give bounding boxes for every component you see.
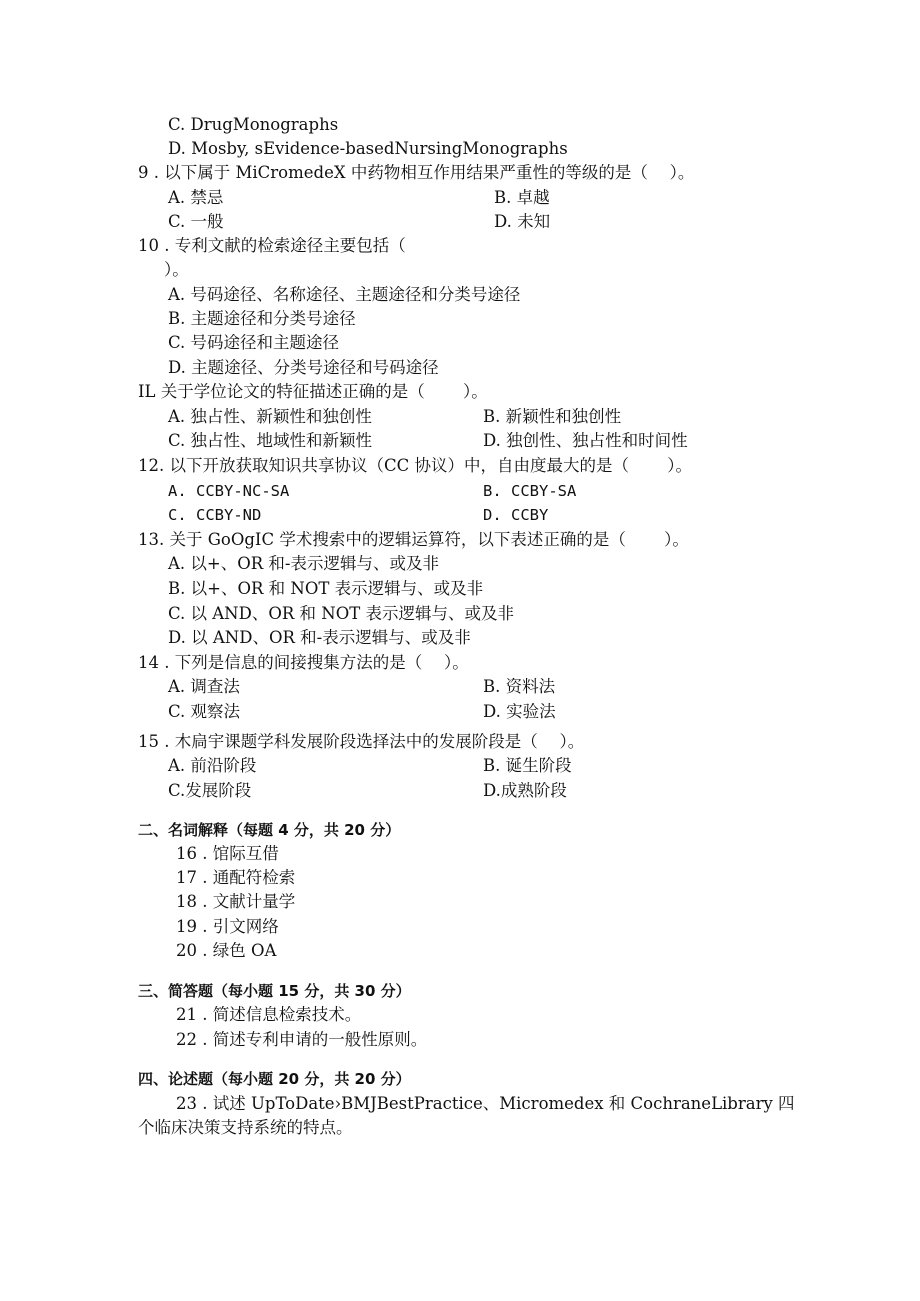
q9-option-b: B. 卓越 — [494, 188, 550, 207]
q12-stem: 12. 以下开放获取知识共享协议（CC 协议）中，自由度最大的是（ ）。 — [138, 456, 692, 475]
section4-item-23-cont: 个临床决策支持系统的特点。 — [138, 1118, 353, 1137]
q11-option-b: B. 新颖性和独创性 — [483, 407, 622, 426]
q10-stem-cont: ）。 — [164, 260, 189, 279]
q13-option-b: B. 以+、OR 和 NOT 表示逻辑与、或及非 — [168, 579, 484, 598]
q12-option-b: B. CCBY-SA — [483, 482, 577, 500]
q12-option-c: C. CCBY-ND — [168, 506, 262, 524]
q8-option-d: D. Mosby, sEvidence-basedNursingMonographs — [168, 139, 568, 158]
q15-option-b: B. 诞生阶段 — [483, 756, 572, 775]
section2-item-16: 16 . 馆际互借 — [176, 844, 279, 863]
q14-option-b: B. 资料法 — [483, 677, 556, 696]
q14-stem: 14 . 下列是信息的间接搜集方法的是（ ）。 — [138, 653, 469, 672]
q11-stem: IL 关于学位论文的特征描述正确的是（ ）。 — [138, 382, 488, 401]
section2-item-19: 19 . 引文网络 — [176, 917, 279, 936]
q11-option-d: D. 独创性、独占性和时间性 — [483, 431, 688, 450]
q13-option-a: A. 以+、OR 和-表示逻辑与、或及非 — [168, 554, 440, 573]
q9-option-a: A. 禁忌 — [168, 188, 224, 207]
q12-option-a: A. CCBY-NC-SA — [168, 482, 290, 500]
q11-option-c: C. 独占性、地域性和新颖性 — [168, 431, 373, 450]
q14-option-c: C. 观察法 — [168, 702, 241, 721]
q13-stem: 13. 关于 GoOgIC 学术搜索中的逻辑运算符，以下表述正确的是（ ）。 — [138, 530, 689, 549]
q12-option-d: D. CCBY — [483, 506, 549, 524]
section2-item-18: 18 . 文献计量学 — [176, 892, 296, 911]
q10-option-d: D. 主题途径、分类号途径和号码途径 — [168, 358, 439, 377]
section3-item-22: 22 . 简述专利申请的一般性原则。 — [176, 1030, 428, 1049]
q9-option-d: D. 未知 — [494, 212, 551, 231]
section3-heading: 三、简答题（每小题 15 分，共 30 分） — [138, 982, 411, 1000]
q15-stem: 15 . 木扃宇课题学科发展阶段选择法中的发展阶段是（ ）。 — [138, 732, 585, 751]
section2-heading: 二、名词解释（每题 4 分，共 20 分） — [138, 821, 401, 839]
q11-option-a: A. 独占性、新颖性和独创性 — [168, 407, 372, 426]
q8-option-c: C. DrugMonographs — [168, 115, 339, 134]
section2-item-20: 20 . 绿色 OA — [176, 941, 277, 960]
q9-option-c: C. 一般 — [168, 212, 224, 231]
q15-option-d: D.成熟阶段 — [483, 781, 567, 800]
section4-item-23: 23 . 试述 UpToDate›BMJBestPractice、Micromedex 和 CochraneLibrary 四 — [176, 1094, 795, 1113]
q9-stem: 9 . 以下属于 MiCromedeX 中药物相互作用结果严重性的等级的是（ ）。 — [138, 163, 695, 182]
q10-option-b: B. 主题途径和分类号途径 — [168, 309, 356, 328]
q15-option-c: C.发展阶段 — [168, 781, 252, 800]
section3-item-21: 21 . 简述信息检索技术。 — [176, 1005, 362, 1024]
q10-stem: 10 . 专利文献的检索途径主要包括（ — [138, 236, 406, 255]
section2-item-17: 17 . 通配符检索 — [176, 868, 296, 887]
q10-option-a: A. 号码途径、名称途径、主题途径和分类号途径 — [168, 285, 521, 304]
q13-option-c: C. 以 AND、OR 和 NOT 表示逻辑与、或及非 — [168, 604, 515, 623]
q15-option-a: A. 前沿阶段 — [168, 756, 257, 775]
q10-option-c: C. 号码途径和主题途径 — [168, 333, 340, 352]
q13-option-d: D. 以 AND、OR 和-表示逻辑与、或及非 — [168, 628, 471, 647]
section4-heading: 四、论述题（每小题 20 分，共 20 分） — [138, 1070, 411, 1088]
q14-option-a: A. 调查法 — [168, 677, 240, 696]
q14-option-d: D. 实验法 — [483, 702, 556, 721]
